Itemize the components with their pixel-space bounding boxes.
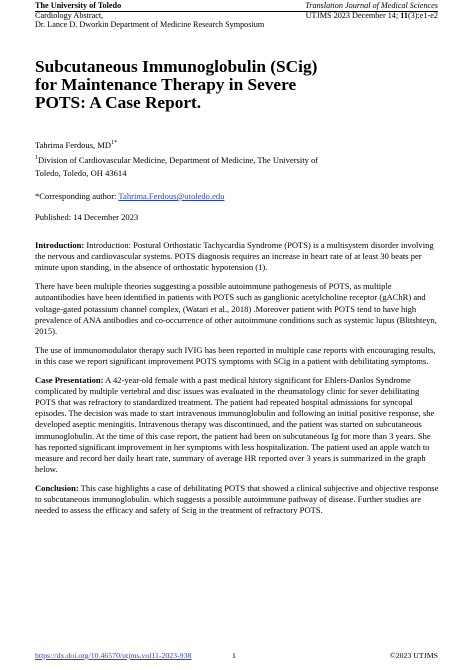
conclusion-label: Conclusion: — [35, 482, 79, 493]
doi-link[interactable]: https://dx.doi.org/10.46570/utjms.vol11-2023-938 — [35, 651, 192, 660]
corresponding-author — [35, 190, 437, 202]
institution-name: The University of Toledo — [35, 1, 122, 10]
section-name: Cardiology Abstract, — [35, 10, 104, 20]
copyright-notice: ©2023 UTJMS — [389, 651, 438, 660]
author-name: Tahrima Ferdous, MD — [35, 139, 112, 150]
conclusion-paragraph — [35, 483, 439, 517]
case-label: Case Presentation: — [35, 374, 104, 385]
published-date: Published: 14 December 2023 — [35, 212, 139, 222]
corresponding-email-link[interactable]: Tahrima.Ferdous@utoledo.edu — [118, 191, 225, 201]
page-number: 1 — [232, 651, 236, 660]
therapy-paragraph: The use of immunomodulator therapy such IVIG has been reported in multiple case reports with encouraging results, in this case we report significant improvement POTS symptoms with SCig in a patient with debilitating symptoms. — [35, 344, 436, 366]
running-header-left — [35, 1, 264, 30]
header-rule — [35, 11, 438, 12]
case-text: A 42-year-old female with a past medical history significant for Ehlers-Danlos Syndrome complicated by multiple vertebral and disc issues was evaluated in the rheumatology clinic for sever debilitating POTS that was refractory to standardized treatment. The patient had repeated hospital admissions for syncopal episodes. The decision was made to start intravenous immunoglobulin and following an initial positive response, she developed aseptic meningitis. Intravenous therapy was discontinued, and the patient was started on subcutaneous immunoglobulin. At the time of this case report, the patient had been on subcutaneous Ig for more than 3 years. She has reported significant improvement in her symptoms with less hospitalization. The patient used an apple watch to measure and record her daily heart rate, summary of average HR reported over 3 years is summarized in the graph below. — [35, 374, 435, 475]
affiliation — [35, 152, 437, 180]
author-marks: 1* — [111, 140, 118, 146]
introduction-text: Introduction: Postural Orthostatic Tachycardia Syndrome (POTS) is a multisystem disorder involving the nervous and cardiovascular systems. POTS diagnosis requires an increase in heart rate of at least 30 beats per minute upon standing, in the absence of orthostatic hypotension (1). — [35, 240, 434, 273]
department-name: Dr. Lance D. Dworkin Department of Medicine Research Symposium — [35, 20, 265, 30]
citation-volume: 11 — [400, 10, 408, 20]
theory-paragraph: There have been multiple theories suggesting a possible autoimmune pathogenesis of POTS, as multiple autoantibodies have been identified in patients with POTS such as ganglionic acetylcholine receptor (gAChR) and voltage-gated potassium channel complex, (Watari et al., 2018) .Moreover patient with POTS tend to have high prevalence of ANA antibodies and co-occurrence of other autoimmune conditions such as systemic lupus (Blitshteyn, 2015). — [35, 281, 437, 336]
affiliation-line-2: Toledo, Toledo, OH 43614 — [35, 167, 127, 178]
corresponding-label: *Corresponding author: — [35, 191, 119, 201]
journal-name: Translation Journal of Medical Sciences — [305, 1, 438, 10]
affiliation-line-1: Division of Cardiovascular Medicine, Department of Medicine, The University of — [38, 154, 319, 165]
introduction-label: Introduction: — [35, 240, 85, 250]
citation-suffix: (3):e1-e2 — [407, 10, 438, 20]
introduction-paragraph — [35, 240, 439, 274]
citation-prefix: UTJMS 2023 December 14; — [305, 10, 401, 20]
author-line — [35, 137, 437, 151]
conclusion-text: This case highlights a case of debilitating POTS that showed a clinical subjective and objective response to subcutaneous immunoglobulin. which suggests a possible autoimmune pathway of disease. Further studies are needed to assess the efficacy and safety of Scig in the treatment of refractory POTS. — [35, 482, 439, 516]
citation-line — [305, 11, 438, 21]
affiliation-mark: 1 — [35, 155, 38, 161]
paper-title: Subcutaneous Immunoglobulin (SCig) for Maintenance Therapy in Severe POTS: A Case Report. — [35, 57, 318, 113]
case-paragraph — [35, 375, 439, 476]
abstract-body — [35, 240, 439, 524]
